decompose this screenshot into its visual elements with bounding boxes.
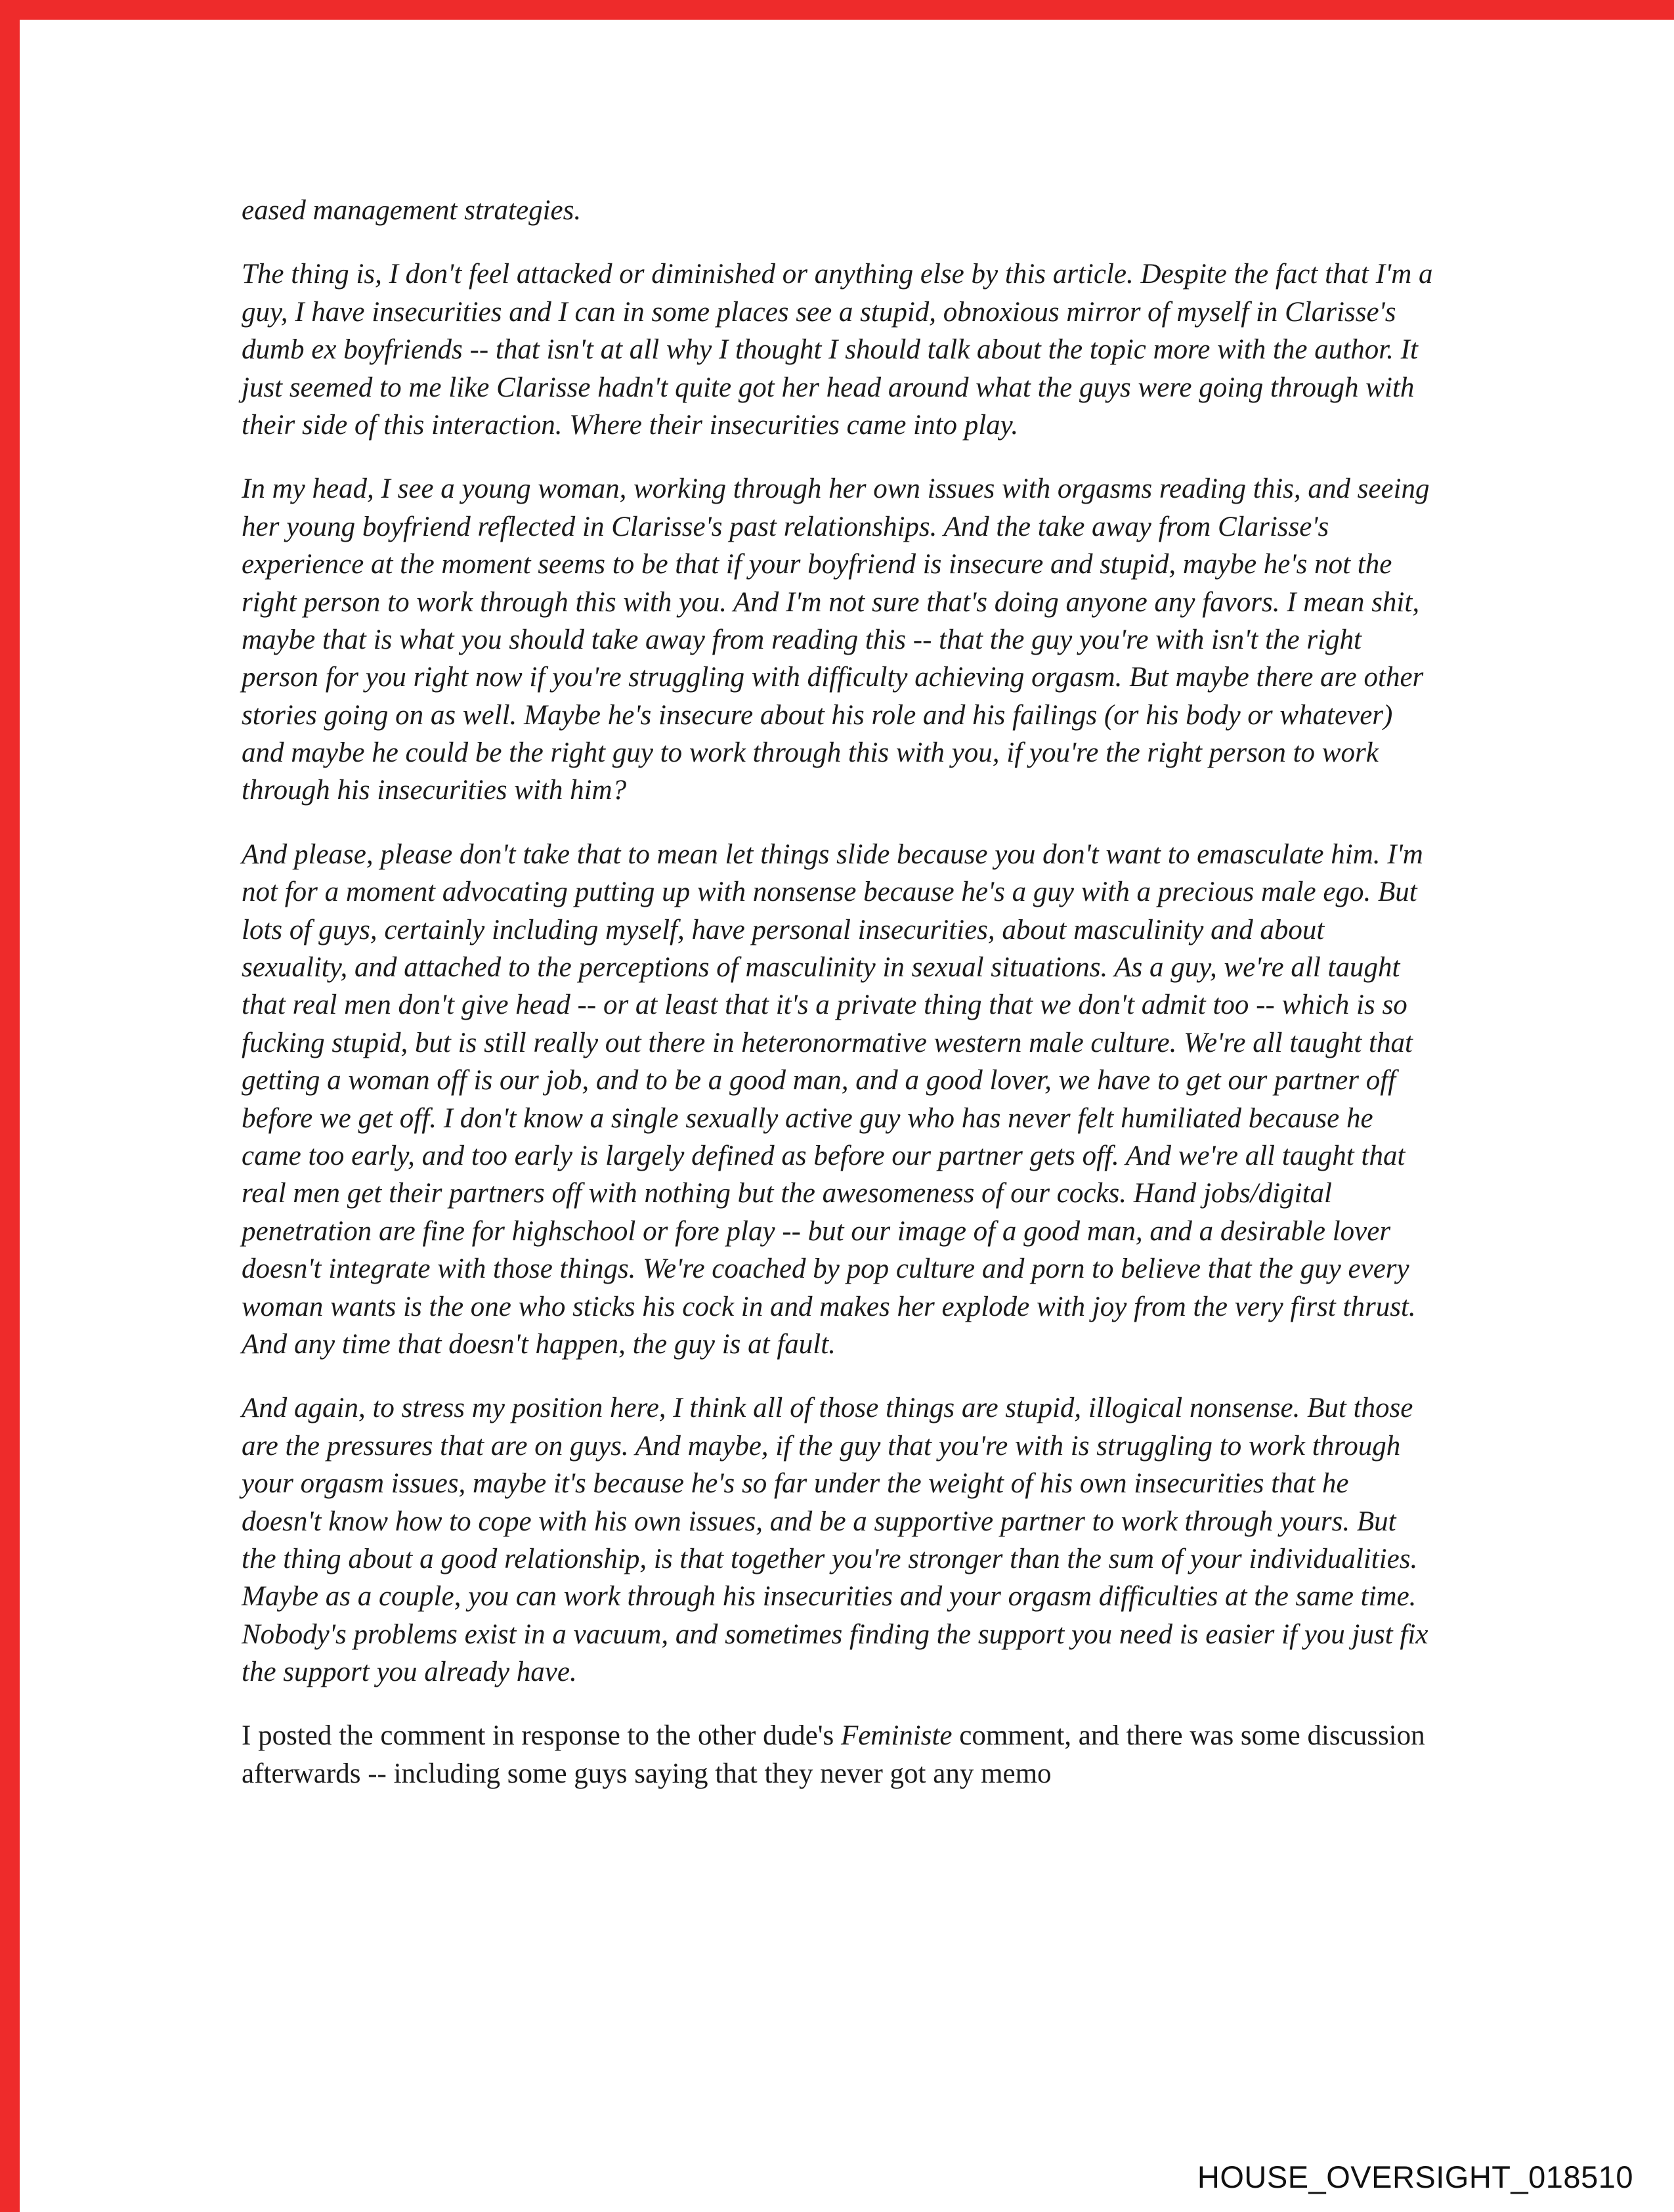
final-paragraph-text-after: comment, and there was some discussion afterwards -- including some guys saying that they never got any memo (242, 1720, 1425, 1789)
page-border-top (0, 0, 1674, 20)
paragraph: The thing is, I don't feel attacked or diminished or anything else by this article. Despite the fact that I'm a guy, I have insecurities and I can in some places see a stupid, obnoxious mirror of myself in Clarisse's dumb ex boyfriends -- that isn't at all why I thought I should talk about the topic more with the author. It just seemed to me like Clarisse hadn't quite got her head around what the guys were going through with their side of this interaction. Where their insecurities came into play. (242, 259, 1433, 441)
paragraph: And again, to stress my position here, I think all of those things are stupid, illogical nonsense. But those are the pressures that are on guys. And maybe, if the guy that you're with is struggling to work through your orgasm issues, maybe it's because he's so far under the weight of his own insecurities that he doesn't know how to cope with his own issues, and be a supportive partner to work through yours. But the thing about a good relationship, is that together you're stronger than the sum of your individualities. Maybe as a couple, you can work through his insecurities and your orgasm difficulties at the same time. Nobody's problems exist in a vacuum, and sometimes finding the support you need is easier if you just fix the support you already have. (242, 1393, 1428, 1688)
paragraph-final (242, 1717, 1435, 1792)
paragraph: In my head, I see a young woman, working through her own issues with orgasms reading this, and seeing her young boyfriend reflected in Clarisse's past relationships. And the take away from Clarisse's experience at the moment seems to be that if your boyfriend is insecure and stupid, maybe he's not the right person to work through this with you. And I'm not sure that's doing anyone any favors. I mean shit, maybe that is what you should take away from reading this -- that the guy you're with isn't the right person for you right now if you're struggling with difficulty achieving orgasm. But maybe there are other stories going on as well. Maybe he's insecure about his role and his failings (or his body or whatever) and maybe he could be the right guy to work through this with you, if you're the right person to work through his insecurities with him? (242, 473, 1430, 806)
page-border-left (0, 0, 20, 2212)
paragraph: And please, please don't take that to mean let things slide because you don't want to emasculate him. I'm not for a moment advocating putting up with nonsense because he's a guy with a precious male ego. But lots of guys, certainly including myself, have personal insecurities, about masculinity and about sexuality, and attached to the perceptions of masculinity in sexual situations. As a guy, we're all taught that real men don't give head -- or at least that it's a private thing that we don't admit too -- which is so fucking stupid, but is still really out there in heteronormative western male culture. We're all taught that getting a woman off is our job, and to be a good man, and a good lover, we have to get our partner off before we get off. I don't know a single sexually active guy who has never felt humiliated because he came too early, and too early is largely defined as before our partner gets off. And we're all taught that real men get their partners off with nothing but the awesomeness of our cocks. Hand jobs/digital penetration are fine for highschool or fore play -- but our image of a good man, and a desirable lover doesn't integrate with those things. We're coached by pop culture and porn to believe that the guy every woman wants is the one who sticks his cock in and makes her explode with joy from the very first thrust. And any time that doesn't happen, the guy is at fault. (242, 838, 1423, 1360)
final-paragraph-text-before: I posted the comment in response to the other dude's (242, 1720, 841, 1752)
bates-number: HOUSE_OVERSIGHT_018510 (1197, 2159, 1633, 2194)
document-body (242, 192, 1435, 1792)
final-paragraph-italic-word: Feministe (840, 1720, 953, 1752)
paragraph-fragment: eased management strategies. (242, 195, 582, 226)
